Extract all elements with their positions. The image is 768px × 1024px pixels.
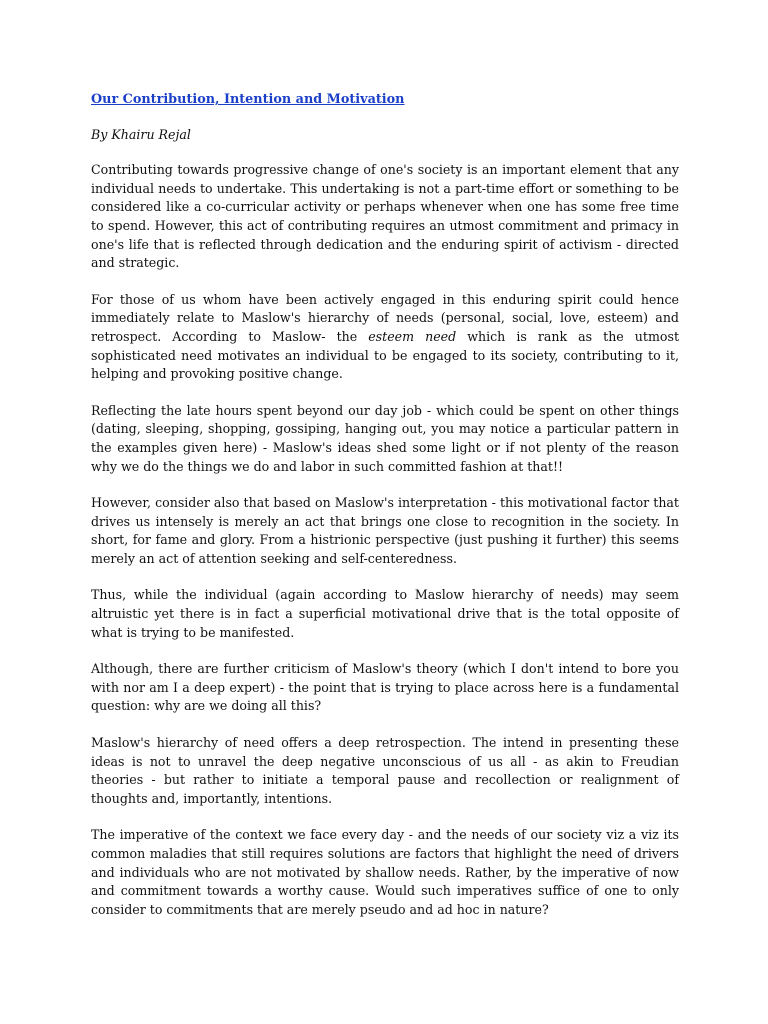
document-page — [91, 90, 679, 937]
article-title-link[interactable]: Our Contribution, Intention and Motivation — [91, 92, 405, 107]
paragraph-5: Thus, while the individual (again according to Maslow hierarchy of needs) may seem altruistic yet there is in fact a superficial motivational drive that is the total opposite of what is trying to be manifested. — [91, 587, 679, 640]
paragraph-1: Contributing towards progressive change of one's society is an important element that any individual needs to undertake. This undertaking is not a part-time effort or something to be considered like a co-curricular activity or perhaps whenever when one has some free time to spend. However, this act of contributing requires an utmost commitment and primacy in one's life that is reflected through dedication and the enduring spirit of activism - directed and strategic. — [91, 162, 679, 271]
paragraph-7: Maslow's hierarchy of need offers a deep retrospection. The intend in presenting these ideas is not to unravel the deep negative unconscious of us all - as akin to Freudian theories - but rather to initiate a temporal pause and recollection or realignment of thoughts and, importantly, intentions. — [91, 735, 679, 806]
paragraph-3: Reflecting the late hours spent beyond our day job - which could be spent on other things (dating, sleeping, shopping, gossiping, hanging out, you may notice a particular pattern in the examples given here) - Maslow's ideas shed some light or if not plenty of the reason why we do the things we do and labor in such committed fashion at that!! — [91, 402, 679, 474]
article-byline: By Khairu Rejal — [91, 126, 191, 142]
paragraph-2-emphasis: esteem need — [368, 328, 457, 344]
paragraph-6: Although, there are further criticism of Maslow's theory (which I don't intend to bore you with nor am I a deep expert) - the point that is trying to place across here is a fundamental question: why are we doing all this? — [91, 661, 679, 714]
paragraph-2-after: which is rank as the utmost sophisticated need motivates an individual to be engaged to its society, contributing to it, helping and provoking positive change. — [91, 328, 680, 382]
paragraph-2-before: For those of us whom have been actively engaged in this enduring spirit could hence immediately relate to Maslow's hierarchy of needs (personal, social, love, esteem) and retrospect. According to Maslow- the — [91, 291, 679, 344]
paragraph-4: However, consider also that based on Maslow's interpretation - this motivational factor that drives us intensely is merely an act that brings one close to recognition in the society. In short, for fame and glory. From a histrionic perspective (just pushing it further) this seems merely an act of attention seeking and self-centeredness. — [91, 495, 679, 566]
paragraph-8: The imperative of the context we face every day - and the needs of our society viz a viz its common maladies that still requires solutions are factors that highlight the need of drivers and individuals who are not motivated by shallow needs. Rather, by the imperative of now and commitment towards a worthy cause. Would such imperatives suffice of one to only consider to commitments that are merely pseudo and ad hoc in nature? — [91, 827, 679, 917]
paragraph-2 — [91, 291, 679, 384]
